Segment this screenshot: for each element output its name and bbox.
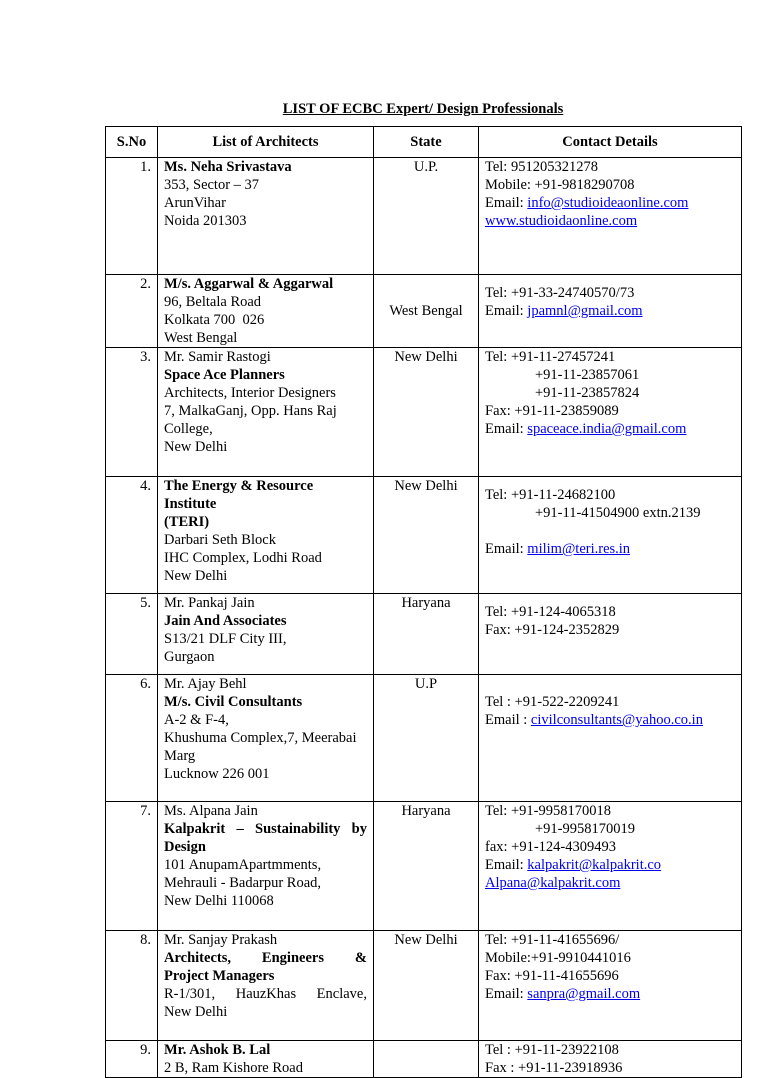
- address-line: Mehrauli - Badarpur Road,: [164, 875, 322, 891]
- architect-cell: [158, 275, 374, 348]
- state-cell: Haryana: [374, 802, 479, 931]
- email-label: Email:: [485, 541, 528, 557]
- address-line: College,: [164, 421, 213, 437]
- state-cell: New Delhi: [374, 931, 479, 1041]
- tel-line-extra: +91-11-23857061: [535, 367, 640, 383]
- architect-name: The Energy & Resource: [164, 478, 314, 494]
- email-link[interactable]: kalpakrit@kalpakrit.co: [527, 857, 662, 873]
- contact-cell: [479, 594, 742, 675]
- architect-name: Space Ace Planners: [164, 367, 285, 383]
- architect-name: Jain And Associates: [164, 613, 287, 629]
- state-cell: New Delhi: [374, 477, 479, 594]
- architect-name: M/s. Civil Consultants: [164, 694, 303, 710]
- email-link[interactable]: civilconsultants@yahoo.co.in: [530, 712, 703, 728]
- table-row: [106, 802, 742, 931]
- mobile-line: Mobile: +91-9818290708: [485, 177, 635, 193]
- website-link[interactable]: www.studioidaonline.com: [485, 213, 638, 229]
- fax-line: Fax: +91-11-41655696: [485, 968, 619, 984]
- state-cell: [374, 1041, 479, 1078]
- email-line: [485, 711, 735, 729]
- address-line: 353, Sector – 37: [164, 177, 260, 193]
- row-sno: 3.: [106, 348, 158, 477]
- tel-line: Tel: +91-9958170018: [485, 803, 611, 819]
- architect-name: Design: [164, 839, 206, 855]
- contact-person: Mr. Samir Rastogi: [164, 349, 271, 365]
- table-row: [106, 1041, 742, 1078]
- email-label: Email:: [485, 303, 528, 319]
- architect-name: (TERI): [164, 514, 210, 530]
- address-line: West Bengal: [164, 330, 238, 346]
- contact-person: Ms. Alpana Jain: [164, 803, 258, 819]
- architect-cell: [158, 675, 374, 802]
- email-label: Email:: [485, 195, 528, 211]
- address-line: Marg: [164, 748, 196, 764]
- table-header-row: [106, 127, 742, 158]
- tel-line: Tel: +91-124-4065318: [485, 604, 616, 620]
- address-line: 101 AnupamApartmments,: [164, 857, 322, 873]
- contact-cell: [479, 802, 742, 931]
- row-sno: 2.: [106, 275, 158, 348]
- row-sno: 6.: [106, 675, 158, 802]
- table-row: [106, 348, 742, 477]
- architect-cell: [158, 594, 374, 675]
- address-line: Kolkata 700 026: [164, 312, 265, 328]
- address-line: ArunVihar: [164, 195, 226, 211]
- table-row: [106, 931, 742, 1041]
- architect-name: Kalpakrit – Sustainability by: [164, 821, 367, 837]
- address-line: New Delhi: [164, 439, 228, 455]
- table-row: [106, 675, 742, 802]
- row-sno: 1.: [106, 158, 158, 275]
- email-line: [485, 302, 735, 320]
- contact-person: Mr. Sanjay Prakash: [164, 932, 278, 948]
- fax-line: Fax: +91-11-23859089: [485, 403, 619, 419]
- email-line: [485, 420, 735, 438]
- architect-cell: [158, 158, 374, 275]
- header-sno: S.No: [106, 127, 158, 158]
- email-label: Email:: [485, 421, 528, 437]
- header-architects: List of Architects: [158, 127, 374, 158]
- architect-name: M/s. Aggarwal & Aggarwal: [164, 276, 334, 292]
- row-sno: 9.: [106, 1041, 158, 1078]
- email-line: [485, 985, 735, 1003]
- state-cell: West Bengal: [374, 275, 479, 348]
- architect-name: Architects, Engineers &: [164, 950, 367, 966]
- table-row: [106, 594, 742, 675]
- row-sno: 7.: [106, 802, 158, 931]
- architect-name: Mr. Ashok B. Lal: [164, 1042, 271, 1058]
- address-line: New Delhi: [164, 568, 228, 584]
- address-line: Gurgaon: [164, 649, 215, 665]
- architect-cell: [158, 1041, 374, 1078]
- tel-line-extra: +91-9958170019: [535, 821, 636, 837]
- email-line: [485, 540, 735, 558]
- address-line: A-2 & F-4,: [164, 712, 229, 728]
- architect-name: Institute: [164, 496, 217, 512]
- contact-cell: [479, 275, 742, 348]
- architect-cell: [158, 802, 374, 931]
- address-line: IHC Complex, Lodhi Road: [164, 550, 322, 566]
- tel-line: Tel: +91-11-41655696/: [485, 932, 620, 948]
- header-state: State: [374, 127, 479, 158]
- web-line: [485, 212, 735, 230]
- table-row: [106, 158, 742, 275]
- address-line: R-1/301, HauzKhas Enclave,: [164, 986, 367, 1002]
- contact-cell: [479, 158, 742, 275]
- tel-line: Tel: +91-33-24740570/73: [485, 285, 635, 301]
- email-link[interactable]: sanpra@gmail.com: [527, 986, 641, 1002]
- address-line: Architects, Interior Designers: [164, 385, 336, 401]
- tel-line: Tel : +91-11-23922108: [485, 1042, 619, 1058]
- state-cell: U.P.: [374, 158, 479, 275]
- table-row: [106, 275, 742, 348]
- email-link[interactable]: info@studioideaonline.com: [527, 195, 689, 211]
- address-line: Khushuma Complex,7, Meerabai: [164, 730, 357, 746]
- contact-person: Mr. Pankaj Jain: [164, 595, 255, 611]
- address-line: 96, Beltala Road: [164, 294, 262, 310]
- email-label: Email:: [485, 857, 528, 873]
- tel-line: Tel: +91-11-24682100: [485, 487, 616, 503]
- contact-cell: [479, 348, 742, 477]
- tel-line: Tel: 951205321278: [485, 159, 598, 175]
- state-cell: U.P: [374, 675, 479, 802]
- contact-cell: [479, 675, 742, 802]
- header-contact: Contact Details: [479, 127, 742, 158]
- row-sno: 4.: [106, 477, 158, 594]
- address-line: Lucknow 226 001: [164, 766, 270, 782]
- address-line: S13/21 DLF City III,: [164, 631, 287, 647]
- contact-person: Mr. Ajay Behl: [164, 676, 247, 692]
- address-line: Darbari Seth Block: [164, 532, 276, 548]
- email-link[interactable]: jpamnl@gmail.com: [527, 303, 643, 319]
- email-link[interactable]: milim@teri.res.in: [527, 541, 631, 557]
- contact-cell: [479, 477, 742, 594]
- architect-cell: [158, 931, 374, 1041]
- architect-name: Project Managers: [164, 968, 275, 984]
- email-link-2[interactable]: Alpana@kalpakrit.com: [485, 875, 621, 891]
- tel-line-extra: +91-11-23857824: [535, 385, 640, 401]
- architect-name: Ms. Neha Srivastava: [164, 159, 292, 175]
- email-line: [485, 856, 735, 874]
- email-line-2: [485, 874, 735, 892]
- architect-cell: [158, 348, 374, 477]
- address-line: 7, MalkaGanj, Opp. Hans Raj: [164, 403, 337, 419]
- email-line: [485, 194, 735, 212]
- tel-line: Tel: +91-11-27457241: [485, 349, 616, 365]
- tel-line-extra: +91-11-41504900 extn.2139: [535, 505, 701, 521]
- fax-line: Fax: +91-124-2352829: [485, 622, 620, 638]
- address-line: New Delhi 110068: [164, 893, 274, 909]
- architect-cell: [158, 477, 374, 594]
- address-line: New Delhi: [164, 1004, 228, 1020]
- contact-cell: [479, 1041, 742, 1078]
- contact-cell: [479, 931, 742, 1041]
- state-cell: New Delhi: [374, 348, 479, 477]
- fax-line: fax: +91-124-4309493: [485, 839, 617, 855]
- email-link[interactable]: spaceace.india@gmail.com: [527, 421, 687, 437]
- tel-line: Tel : +91-522-2209241: [485, 694, 620, 710]
- address-line: Noida 201303: [164, 213, 247, 229]
- row-sno: 8.: [106, 931, 158, 1041]
- address-line: 2 B, Ram Kishore Road: [164, 1060, 303, 1076]
- email-label: Email:: [485, 986, 528, 1002]
- fax-line: Fax : +91-11-23918936: [485, 1060, 623, 1076]
- email-label: Email :: [485, 712, 531, 728]
- table-row: [106, 477, 742, 594]
- state-cell: Haryana: [374, 594, 479, 675]
- experts-table: [105, 126, 742, 1078]
- row-sno: 5.: [106, 594, 158, 675]
- page-title: LIST OF ECBC Expert/ Design Professionals: [282, 101, 564, 117]
- mobile-line: Mobile:+91-9910441016: [485, 950, 631, 966]
